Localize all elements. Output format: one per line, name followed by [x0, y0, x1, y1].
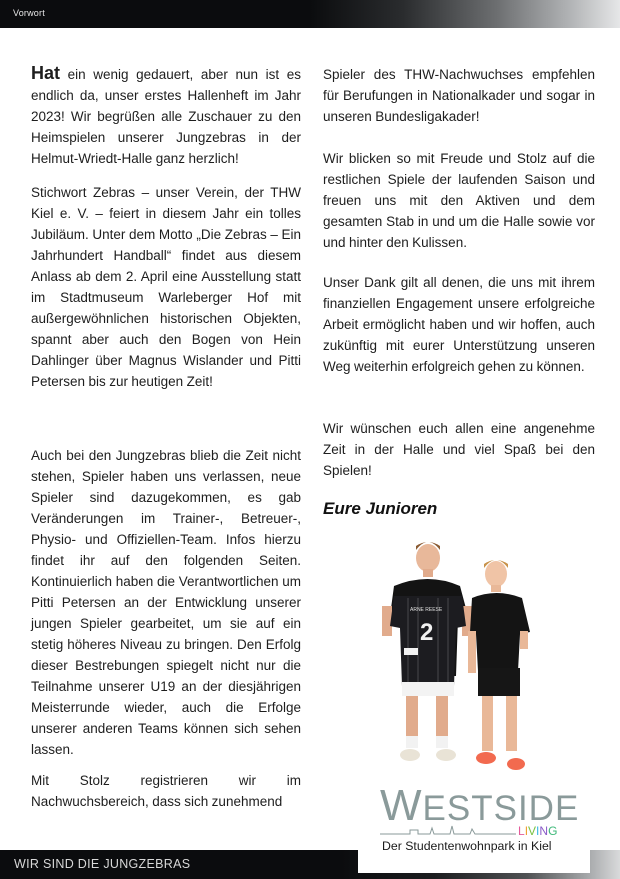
paragraph: Wir wünschen euch allen eine angenehme Zeit in der Halle und viel Spaß bei den Spielen!	[323, 421, 595, 478]
player-right	[468, 560, 530, 770]
logo-letter: G	[548, 824, 558, 838]
logo-letter: L	[518, 824, 525, 838]
section-header-bar	[0, 0, 620, 28]
logo-rest: ESTSIDE	[422, 789, 580, 828]
lead-word: Hat	[31, 63, 61, 83]
jersey-sponsor: ARNE REESE	[410, 607, 443, 613]
logo-letter: I	[536, 824, 540, 838]
paragraph: Stichwort Zebras – unser Verein, der THW Kiel e. V. – feiert in diesem Jahr ein tolles Jubiläum. Unter dem Motto „Die Zebras – Ein Jahrhundert Handball“ findet aus diesem Anlass ab dem 2. April eine Ausstellung statt im Stadtmuseum Warleberger Hof mit außergewöhnlichen historischen Objekten, spannt aber auch den Bogen von Hein Dahlinger über Magnus Wislander und Pitti Petersen bis zur heutigen Zeit!	[31, 185, 301, 389]
skyline-icon	[380, 822, 516, 836]
player-left	[382, 542, 472, 761]
logo-letter: N	[539, 824, 549, 838]
paragraph	[31, 63, 301, 169]
paragraph: Spieler des THW-Nachwuchses empfehlen für Berufungen in Nationalkader und sogar in unseren Bundesligakader!	[323, 67, 595, 124]
paragraph-text: ein wenig gedauert, aber nun ist es endlich da, unser erstes Hallenheft im Jahr 2023! Wir begrüßen alle Zuschauer zu den Heimspielen unserer Jungzebras in der Helmut-Wriedt-Halle ganz herzlich!	[31, 67, 301, 166]
logo-letter: I	[524, 824, 529, 838]
paragraph: Unser Dank gilt all denen, die uns mit ihrem finanziellen Engagement unsere erfolgreiche Arbeit ermöglicht haben und wir hoffen, auch zukünftig mit eurer Unterstützung unseren Weg weiterhin erfolgreich gehen zu können.	[323, 275, 595, 374]
signature: Eure Junioren	[323, 499, 438, 518]
paragraph: Auch bei den Jungzebras blieb die Zeit nicht stehen, Spieler haben uns verlassen, neue Spieler sind dazugekommen, es gab Veränderungen im Trainer-, Betreuer-, Physio- und Offiziellen-Team. Infos hierzu findet ihr auf den folgenden Seiten. Kontinuierlich haben die Verantwortlichen um Pitti Petersen an der Entwicklung unserer jungen Spieler gearbeitet, um sie auf ein stetig höheres Niveau zu bringen. Den Erfolg dieser Bestrebungen spiegelt nicht nur die Teilnahme unserer U19 an der diesjährigen Meisterrunde wieder, auch die Erfolge unserer anderen Teams können sich sehen lassen.	[31, 448, 301, 757]
jersey-number: 2	[420, 619, 434, 646]
sponsor-logo	[358, 782, 590, 873]
team-photo	[372, 536, 542, 781]
paragraph: Mit Stolz registrieren wir im Nachwuchsbereich, dass sich zunehmend	[31, 773, 301, 809]
section-label: Vorwort	[13, 8, 45, 18]
logo-tagline: Der Studentenwohnpark in Kiel	[382, 839, 552, 853]
logo-letter: V	[528, 824, 537, 838]
paragraph: Wir blicken so mit Freude und Stolz auf die restlichen Spiele der laufenden Saison und freuen uns mit den Aktiven und dem gesamten Stab in und um die Halle sowie vor und hinter den Kulissen.	[323, 151, 595, 250]
footer-label: WIR SIND DIE JUNGZEBRAS	[14, 857, 191, 871]
logo-initial: W	[380, 781, 423, 830]
logo-living	[518, 824, 557, 838]
